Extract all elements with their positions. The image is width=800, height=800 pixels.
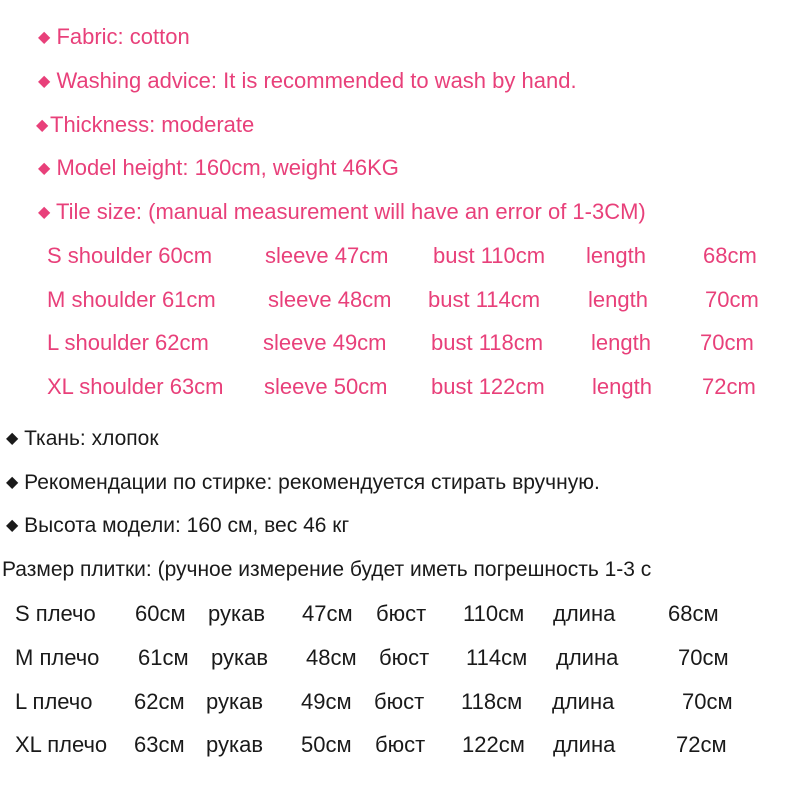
size-length-label: длина [553,601,616,626]
size-shoulder: 60см [135,601,186,626]
diamond-icon: ◆ [38,73,51,90]
diamond-icon: ◆ [6,517,19,534]
size-shoulder: 63см [134,732,185,757]
size-bust: 110см [463,601,525,626]
size-bust: 118см [461,689,523,714]
bullet-text: Tile size: (manual measurement will have an error of 1-3CM) [56,199,646,224]
diamond-icon: ◆ [6,474,19,491]
size-bust: bust 118cm [431,330,544,355]
size-sleeve-label: рукав [208,601,266,626]
size-length: 68cm [703,243,757,268]
size-sleeve-label: рукав [206,732,264,757]
size-bust-label: бюст [375,732,426,757]
size-shoulder: 62см [134,689,185,714]
size-bust: bust 122cm [431,374,545,399]
size-sleeve-label: рукав [211,645,269,670]
bullet-model-ru [6,513,349,539]
size-sleeve: 49см [301,689,352,714]
size-length-label: length [586,243,646,268]
size-length-label: длина [556,645,619,670]
bullet-fabric-ru [6,426,159,452]
bullet-model [38,155,399,182]
diamond-icon: ◆ [6,430,19,447]
size-sleeve: sleeve 49cm [263,330,387,355]
size-label: M плечо [15,645,100,670]
size-bust-label: бюст [379,645,430,670]
diamond-icon: ◆ [38,204,51,221]
size-length: 70cm [700,330,754,355]
size-sleeve: 48см [306,645,357,670]
bullet-thickness [36,112,254,139]
size-bust: 114см [466,645,528,670]
bullet-text: Высота модели: 160 см, вес 46 кг [24,514,350,537]
size-sleeve: 47см [302,601,353,626]
bullet-washing [38,68,577,95]
size-sleeve: sleeve 47cm [265,243,389,268]
size-length: 70см [682,689,733,714]
size-sleeve: sleeve 48cm [268,287,392,312]
diamond-icon: ◆ [38,29,51,46]
size-length-label: length [588,287,648,312]
size-length: 72см [676,732,727,757]
diamond-icon: ◆ [36,117,49,134]
bullet-text: Thickness: moderate [50,112,255,137]
size-shoulder: XL shoulder 63cm [47,374,224,399]
size-label: XL плечо [15,732,108,757]
size-length-label: длина [553,732,616,757]
bullet-text: Model height: 160cm, weight 46KG [56,155,399,180]
bullet-fabric [38,24,190,51]
size-length: 70cm [705,287,759,312]
size-length-label: длина [552,689,615,714]
size-bust: bust 114cm [428,287,541,312]
size-length-label: length [592,374,652,399]
size-bust-label: бюст [376,601,427,626]
size-length: 72cm [702,374,756,399]
diamond-icon: ◆ [38,160,51,177]
size-bust: bust 110cm [433,243,546,268]
bullet-tile-size [38,199,646,226]
bullet-washing-ru [6,470,600,496]
bullet-text: Рекомендации по стирке: рекомендуется стирать вручную. [24,471,600,494]
size-label: L плечо [15,689,93,714]
size-shoulder: S shoulder 60cm [47,243,213,268]
size-sleeve-label: рукав [206,689,264,714]
bullet-text: Washing advice: It is recommended to wash by hand. [56,68,577,93]
size-label: S плечо [15,601,96,626]
size-shoulder: L shoulder 62cm [47,330,209,355]
bullet-text: Ткань: хлопок [24,427,159,450]
size-length: 70см [678,645,729,670]
size-length: 68см [668,601,719,626]
bullet-text: Fabric: cotton [56,24,190,49]
size-sleeve: sleeve 50cm [264,374,388,399]
size-shoulder: 61см [138,645,189,670]
size-bust-label: бюст [374,689,425,714]
size-shoulder: M shoulder 61cm [47,287,216,312]
size-bust: 122см [462,732,525,757]
size-heading-ru: Размер плитки: (ручное измерение будет иметь погрешность 1-3 с [2,558,652,581]
size-length-label: length [591,330,651,355]
size-sleeve: 50см [301,732,352,757]
